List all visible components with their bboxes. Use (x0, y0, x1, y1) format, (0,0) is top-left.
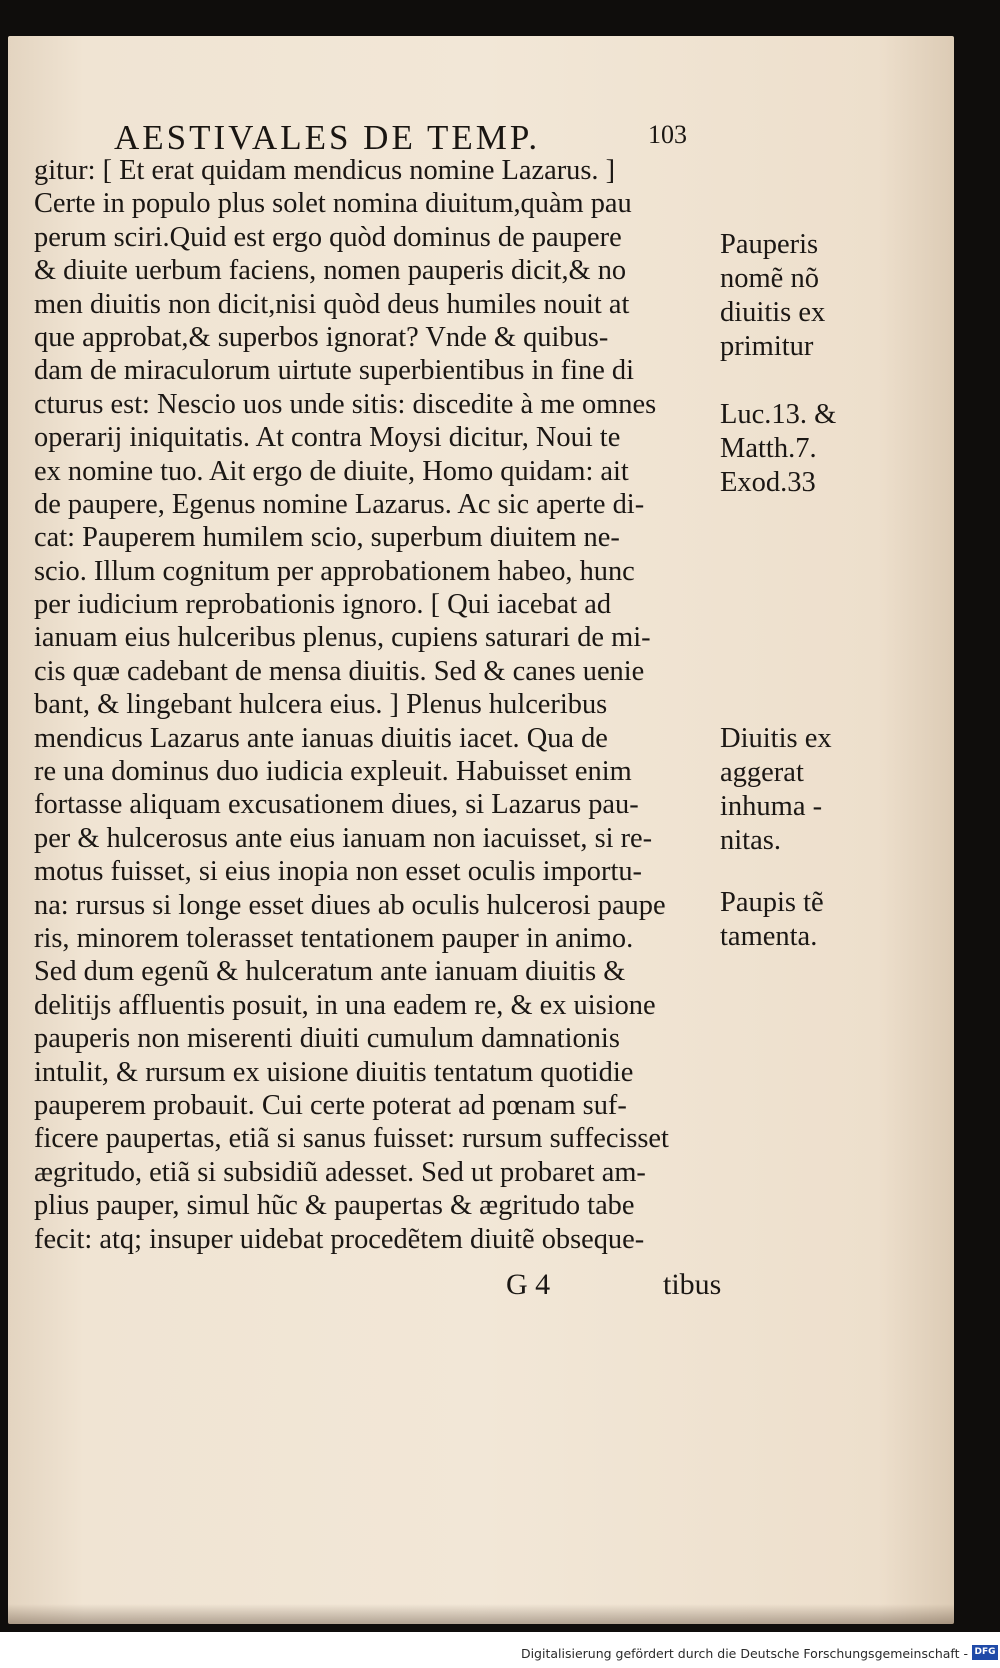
margin-note-line: Paupis tẽ (720, 887, 824, 918)
margin-note-line: nomẽ nõ (720, 263, 819, 294)
text-line: operarij iniquitatis. At contra Moysi dicitur, Noui te (34, 422, 621, 454)
text-line: motus fuisset, si eius inopia non esset oculis importu- (34, 856, 642, 888)
text-line: pauperem probauit. Cui certe poterat ad pœnam suf- (34, 1089, 627, 1121)
text-line: pauperis non miserenti diuiti cumulum damnationis (34, 1023, 620, 1055)
text-line: dam de miraculorum uirtute superbientibus in fine di (34, 355, 635, 387)
text-line: mendicus Lazarus ante ianuas diuitis iacet. Qua de (34, 722, 608, 754)
text-line: que approbat,& superbos ignorat? Vnde & quibus- (34, 321, 609, 353)
text-line: Certe in populo plus solet nomina diuitum,quàm pau (34, 188, 632, 220)
text-line: bant, & lingebant hulcera eius. ] Plenus hulceribus (34, 689, 608, 721)
margin-note-line: Matth.7. (720, 433, 817, 464)
text-line: de paupere, Egenus nomine Lazarus. Ac sic aperte di- (34, 488, 645, 520)
text-line: ficere paupertas, etiã si sanus fuisset: rursum suffecisset (34, 1123, 669, 1155)
text-line: ianuam eius hulceribus plenus, cupiens saturari de mi- (34, 622, 651, 654)
margin-note-line: primitur (720, 331, 814, 362)
margin-note-pauperis (720, 228, 952, 364)
catchword: tibus (663, 1268, 722, 1301)
text-line: na: rursus si longe esset diues ab oculis hulcerosi paupe (34, 889, 666, 921)
main-text-block (34, 154, 724, 1256)
text-line: ris, minorem tolerasset tentationem pauper in animo. (34, 922, 634, 954)
text-line: per iudicium reprobationis ignoro. [ Qui iacebat ad (34, 589, 612, 621)
margin-note-line: Pauperis (720, 229, 819, 260)
margin-note-line: Luc.13. & (720, 399, 837, 430)
dfg-logo: DFG (972, 1645, 998, 1660)
text-line: scio. Illum cognitum per approbationem habeo, hunc (34, 555, 635, 587)
margin-note-line: tamenta. (720, 921, 818, 952)
text-line: Sed dum egenũ & hulceratum ante ianuam diuitis & (34, 956, 626, 988)
margin-note-line: nitas. (720, 825, 781, 856)
margin-note-tentamenta (720, 886, 952, 954)
running-head: AESTIVALES DE TEMP. (114, 118, 541, 157)
text-line: intulit, & rursum ex uisione diuitis tentatum quotidie (34, 1056, 634, 1088)
margin-note-line: diuitis ex (720, 297, 826, 328)
margin-note-references (720, 398, 952, 500)
text-line: men diuitis non dicit,nisi quòd deus humiles nouit at (34, 288, 630, 320)
page-number: 103 (648, 120, 687, 149)
text-line: fecit: atq; insuper uidebat procedẽtem diuitẽ obseque- (34, 1223, 645, 1255)
text-line: perum sciri.Quid est ergo quòd dominus de paupere (34, 221, 622, 253)
text-line: delitijs affluentis posuit, in una eadem re, & ex uisione (34, 989, 656, 1021)
text-line: cat: Pauperem humilem scio, superbum diuitem ne- (34, 522, 620, 554)
signature-mark: G 4 (506, 1268, 551, 1301)
text-line: per & hulcerosus ante eius ianuam non iacuisset, si re- (34, 822, 653, 854)
text-line: ægritudo, etiã si subsidiũ adesset. Sed ut probaret am- (34, 1156, 646, 1188)
margin-note-line: Diuitis ex (720, 723, 832, 754)
text-line: & diuite uerbum faciens, nomen pauperis dicit,& no (34, 255, 627, 287)
text-line: plius pauper, simul hũc & paupertas & ægritudo tabe (34, 1190, 635, 1222)
text-line: ex nomine tuo. Ait ergo de diuite, Homo quidam: ait (34, 455, 629, 487)
digitization-credit: Digitalisierung gefördert durch die Deutsche Forschungsgemeinschaft - (520, 1646, 968, 1661)
text-line: re una dominus duo iudicia expleuit. Habuisset enim (34, 756, 632, 788)
margin-note-line: aggerat (720, 757, 804, 788)
text-line: cis quæ cadebant de mensa diuitis. Sed & canes uenie (34, 655, 645, 687)
page-bottom-edge (8, 1604, 954, 1624)
text-line: fortasse aliquam excusationem diues, si Lazarus pau- (34, 789, 639, 821)
margin-note-line: inhuma - (720, 791, 823, 822)
margin-note-diuitis (720, 722, 952, 858)
text-line: gitur: [ Et erat quidam mendicus nomine Lazarus. ] (34, 155, 616, 186)
margin-note-line: Exod.33 (720, 467, 816, 498)
text-line: cturus est: Nescio uos unde sitis: discedite à me omnes (34, 388, 657, 420)
